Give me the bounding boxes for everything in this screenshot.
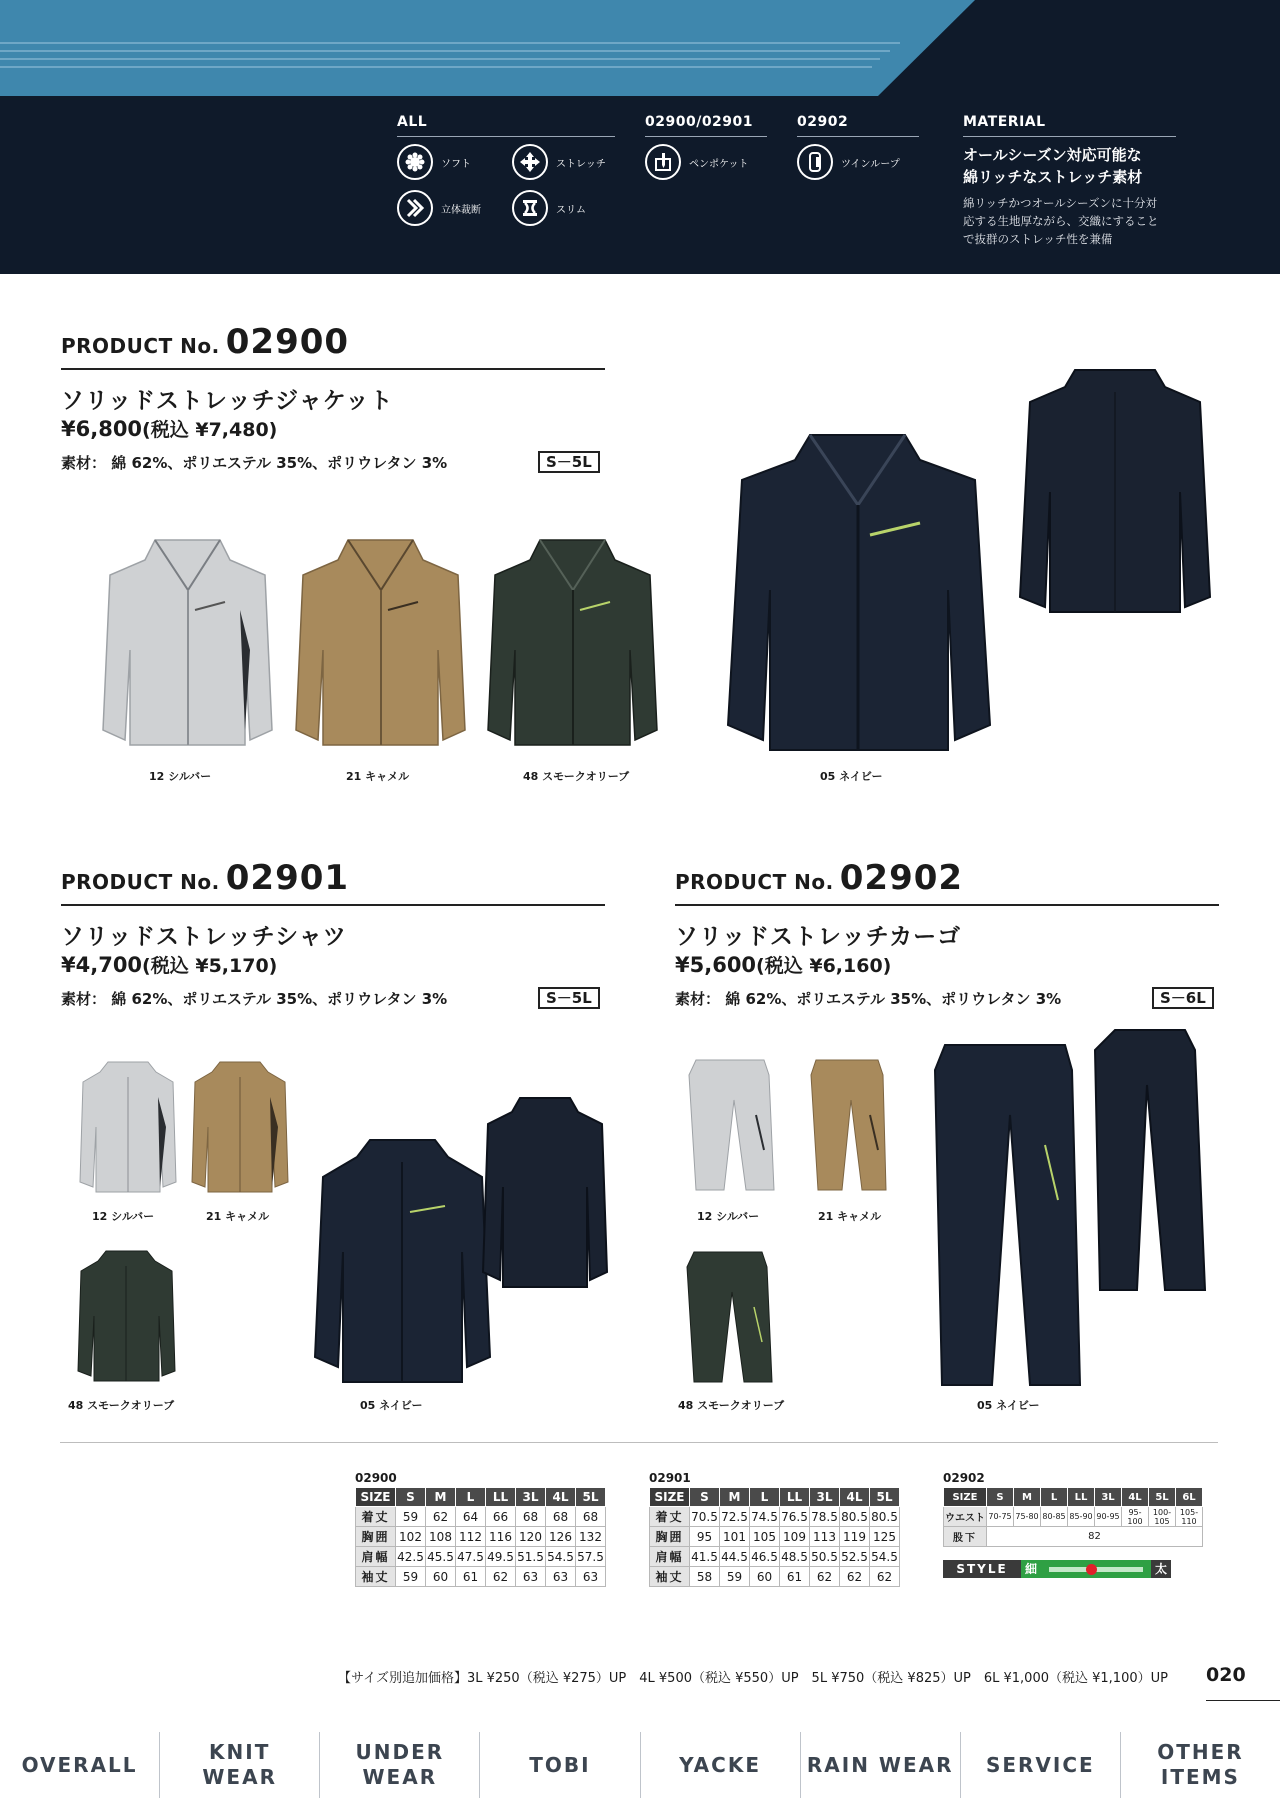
product-price-value: ¥5,600 [675, 953, 757, 977]
size-header-cell: M [720, 1488, 750, 1507]
material-description [963, 194, 1188, 248]
size-cell: 51.5 [516, 1547, 546, 1567]
size-header-cell: L [456, 1488, 486, 1507]
size-header-cell: S [690, 1488, 720, 1507]
size-cell: 41.5 [690, 1547, 720, 1567]
color-caption-olive: 48 スモークオリーブ [68, 1399, 175, 1412]
product-number-value: 02902 [839, 858, 964, 898]
size-cell: 52.5 [840, 1547, 870, 1567]
feature-3d-cut-label: 立体裁断 [441, 204, 481, 216]
material-description-line2: 応する生地厚ながら、交織にすること [963, 214, 1159, 228]
product-price [61, 951, 277, 978]
size-table-title: 02900 [355, 1471, 397, 1485]
size-cell: 78.5 [810, 1507, 840, 1527]
size-table-02902 [943, 1471, 1203, 1547]
size-cell: 132 [576, 1527, 606, 1547]
color-caption-silver: 12 シルバー [92, 1210, 155, 1223]
size-cell: 108 [426, 1527, 456, 1547]
color-caption-camel: 21 キャメル [206, 1210, 270, 1223]
size-table-title: 02902 [943, 1471, 985, 1485]
color-caption-silver: 12 シルバー [697, 1210, 760, 1223]
size-header-cell: L [750, 1488, 780, 1507]
cargo-olive-image [682, 1247, 777, 1387]
size-header-cell: 5L [870, 1488, 900, 1507]
size-table-title: 02901 [649, 1471, 691, 1485]
size-row [650, 1527, 900, 1547]
size-header-cell: SIZE [650, 1488, 690, 1507]
shirt-olive-image [74, 1246, 179, 1386]
size-cell: 72.5 [720, 1507, 750, 1527]
cargo-silver-image [684, 1055, 779, 1195]
size-cell: 45.5 [426, 1547, 456, 1567]
feature-stretch-label: ストレッチ [556, 158, 606, 170]
size-cell: 64 [456, 1507, 486, 1527]
size-row [356, 1527, 606, 1547]
size-cell: 80-85 [1041, 1507, 1068, 1527]
twin-loop-icon [797, 144, 833, 180]
jacket-camel-image [293, 530, 468, 755]
size-cell: 42.5 [396, 1547, 426, 1567]
feature-twin-loop-label: ツインループ [841, 158, 900, 170]
section-divider [60, 1442, 1218, 1443]
shirt-navy-image [310, 1132, 495, 1387]
size-row [356, 1547, 606, 1567]
color-caption-olive: 48 スモークオリーブ [523, 770, 630, 783]
size-cell: 59 [396, 1507, 426, 1527]
color-caption-navy: 05 ネイビー [820, 770, 883, 783]
size-cell: 48.5 [780, 1547, 810, 1567]
size-cell: 75-80 [1014, 1507, 1041, 1527]
size-cell: 50.5 [810, 1547, 840, 1567]
product-number-02900 [61, 322, 349, 362]
size-cell: 54.5 [870, 1547, 900, 1567]
stretch-icon [512, 144, 548, 180]
cargo-navy-back-image [1085, 1025, 1215, 1295]
size-cell: 113 [810, 1527, 840, 1547]
feature-pen-pocket-label: ペンポケット [689, 158, 749, 170]
material-description-line1: 綿リッチかつオールシーズンに十分対 [963, 196, 1157, 210]
size-cell: 66 [486, 1507, 516, 1527]
size-header-cell: LL [486, 1488, 516, 1507]
feature-slim [512, 190, 586, 226]
jacket-olive-image [485, 530, 660, 755]
feature-3d-cut [397, 190, 481, 226]
size-cell: 62 [870, 1567, 900, 1587]
nav-item-service[interactable]: SERVICE [961, 1732, 1121, 1798]
size-cell: 68 [546, 1507, 576, 1527]
size-surcharge-note: 【サイズ別追加価格】3L ¥250（税込 ¥275）UP 4L ¥500（税込 ¥550）UP 5L ¥750（税込 ¥825）UP 6L ¥1,000（税込 ¥1,100）UP [338, 1671, 1168, 1686]
feature-soft [397, 144, 471, 180]
page-number: 020 [1206, 1664, 1246, 1686]
size-row [356, 1507, 606, 1527]
size-cell: 70.5 [690, 1507, 720, 1527]
product-price-tax: (税込 ¥7,480) [142, 419, 278, 441]
product-size-range: S－5L [538, 451, 600, 473]
size-cell: 47.5 [456, 1547, 486, 1567]
pen-pocket-icon [645, 144, 681, 180]
size-row-label: 着丈 [650, 1507, 690, 1527]
size-header-cell: 4L [1122, 1488, 1149, 1507]
size-row-label: 袖丈 [356, 1567, 396, 1587]
product-rule [61, 368, 605, 370]
size-table [649, 1487, 900, 1587]
size-cell: 126 [546, 1527, 576, 1547]
size-table-02900 [355, 1471, 606, 1587]
size-row-label: 肩幅 [650, 1547, 690, 1567]
size-cell: 49.5 [486, 1547, 516, 1567]
size-cell: 100-105 [1149, 1507, 1176, 1527]
size-header-cell: SIZE [356, 1488, 396, 1507]
color-caption-camel: 21 キャメル [346, 770, 410, 783]
size-cell: 80.5 [840, 1507, 870, 1527]
size-header-cell: 4L [840, 1488, 870, 1507]
size-cell: 90-95 [1095, 1507, 1122, 1527]
size-cell: 62 [810, 1567, 840, 1587]
style-label: STYLE [943, 1560, 1021, 1578]
product-number-value: 02901 [225, 858, 350, 898]
size-cell: 85-90 [1068, 1507, 1095, 1527]
size-cell: 70-75 [987, 1507, 1014, 1527]
product-material: 素材： 綿 62%、ポリエステル 35%、ポリウレタン 3% [675, 990, 1062, 1008]
product-number-label: PRODUCT No. [675, 870, 834, 894]
size-header-cell: L [1041, 1488, 1068, 1507]
size-cell: 68 [576, 1507, 606, 1527]
size-header-cell: S [987, 1488, 1014, 1507]
size-cell: 54.5 [546, 1547, 576, 1567]
size-cell: 101 [720, 1527, 750, 1547]
size-row-label: 袖丈 [650, 1567, 690, 1587]
size-header-cell: LL [780, 1488, 810, 1507]
header-col-02902 [797, 114, 919, 137]
product-number-02902 [675, 858, 963, 898]
size-table [943, 1487, 1203, 1547]
product-material: 素材： 綿 62%、ポリエステル 35%、ポリウレタン 3% [61, 990, 448, 1008]
product-number-label: PRODUCT No. [61, 334, 220, 358]
product-number-label: PRODUCT No. [61, 870, 220, 894]
size-header-cell: LL [1068, 1488, 1095, 1507]
size-cell: 60 [750, 1567, 780, 1587]
size-cell: 63 [516, 1567, 546, 1587]
size-cell: 119 [840, 1527, 870, 1547]
slim-icon [512, 190, 548, 226]
header-col-material [963, 114, 1176, 137]
header-col-02900-title: 02900/02901 [645, 114, 767, 137]
size-header-cell: 3L [810, 1488, 840, 1507]
material-description-line3: で抜群のストレッチ性を兼備 [963, 232, 1113, 246]
size-header-cell: S [396, 1488, 426, 1507]
size-cell: 120 [516, 1527, 546, 1547]
header-col-all [397, 114, 615, 137]
size-header-cell: 5L [576, 1488, 606, 1507]
category-nav [0, 1720, 1280, 1810]
size-cell: 61 [780, 1567, 810, 1587]
color-caption-navy: 05 ネイビー [977, 1399, 1040, 1412]
size-cell: 74.5 [750, 1507, 780, 1527]
size-cell: 46.5 [750, 1547, 780, 1567]
cargo-camel-image [806, 1055, 891, 1195]
size-header-cell: 3L [516, 1488, 546, 1507]
shirt-navy-back-image [480, 1092, 610, 1292]
product-size-range: S－6L [1152, 987, 1214, 1009]
nav-item-tobi[interactable]: TOBI [480, 1732, 640, 1798]
size-header-cell: SIZE [944, 1488, 987, 1507]
size-cell: 58 [690, 1567, 720, 1587]
size-row [650, 1507, 900, 1527]
size-cell: 109 [780, 1527, 810, 1547]
product-price [61, 415, 277, 442]
material-headline-line1: オールシーズン対応可能な [963, 146, 1142, 164]
size-row [356, 1567, 606, 1587]
product-size-range: S－5L [538, 987, 600, 1009]
product-price-tax: (税込 ¥6,160) [756, 955, 892, 977]
size-header-cell: 4L [546, 1488, 576, 1507]
size-cell: 57.5 [576, 1547, 606, 1567]
size-cell: 116 [486, 1527, 516, 1547]
nav-item-rain-wear[interactable]: RAIN WEAR [801, 1732, 961, 1798]
size-row-label: 胸囲 [650, 1527, 690, 1547]
size-header-cell: 6L [1176, 1488, 1203, 1507]
material-headline-line2: 綿リッチなストレッチ素材 [963, 168, 1143, 186]
size-cell: 59 [396, 1567, 426, 1587]
size-row-label: ウエスト [944, 1507, 987, 1527]
size-row-label: 肩幅 [356, 1547, 396, 1567]
size-cell: 112 [456, 1527, 486, 1547]
size-cell: 59 [720, 1567, 750, 1587]
size-row [650, 1547, 900, 1567]
size-cell: 44.5 [720, 1547, 750, 1567]
color-caption-silver: 12 シルバー [149, 770, 212, 783]
header-col-all-title: ALL [397, 114, 615, 137]
size-header-cell: M [1014, 1488, 1041, 1507]
stripe-decoration [0, 0, 1280, 96]
size-cell: 95-100 [1122, 1507, 1149, 1527]
material-headline [963, 144, 1183, 188]
size-cell: 95 [690, 1527, 720, 1547]
product-rule [675, 904, 1219, 906]
nav-item-other-items[interactable]: OTHER ITEMS [1157, 1740, 1244, 1789]
style-thin-label: 細 [1021, 1560, 1041, 1578]
size-cell: 80.5 [870, 1507, 900, 1527]
color-caption-navy: 05 ネイビー [360, 1399, 423, 1412]
shirt-silver-image [78, 1057, 178, 1197]
size-header-cell: 3L [1095, 1488, 1122, 1507]
product-material: 素材： 綿 62%、ポリエステル 35%、ポリウレタン 3% [61, 454, 448, 472]
feature-slim-label: スリム [556, 204, 586, 216]
size-cell: 125 [870, 1527, 900, 1547]
size-cell: 63 [546, 1567, 576, 1587]
header-col-material-title: MATERIAL [963, 114, 1176, 137]
size-header-cell: 5L [1149, 1488, 1176, 1507]
size-cell: 76.5 [780, 1507, 810, 1527]
product-price [675, 951, 891, 978]
product-number-value: 02900 [225, 322, 350, 362]
nav-item-under-wear[interactable]: UNDER WEAR [320, 1732, 480, 1798]
size-cell: 60 [426, 1567, 456, 1587]
size-cell: 82 [987, 1527, 1203, 1547]
feature-stretch [512, 144, 606, 180]
size-row-label: 胸囲 [356, 1527, 396, 1547]
size-cell: 62 [840, 1567, 870, 1587]
feature-soft-label: ソフト [441, 158, 471, 170]
shirt-camel-image [190, 1057, 290, 1197]
product-name: ソリッドストレッチシャツ [61, 924, 347, 950]
jacket-silver-image [100, 530, 275, 755]
cargo-navy-image [930, 1040, 1090, 1390]
product-name: ソリッドストレッチジャケット [61, 388, 394, 414]
size-row-label: 股下 [944, 1527, 987, 1547]
feature-pen-pocket [645, 144, 749, 180]
size-cell: 68 [516, 1507, 546, 1527]
size-cell: 63 [576, 1567, 606, 1587]
nav-item-knit-wear[interactable]: KNIT WEAR [160, 1732, 320, 1798]
feature-twin-loop [797, 144, 900, 180]
product-rule [61, 904, 605, 906]
size-row-label: 着丈 [356, 1507, 396, 1527]
size-cell: 102 [396, 1527, 426, 1547]
jacket-navy-back-image [1015, 362, 1215, 622]
jacket-navy-image [720, 420, 1000, 760]
top-stripe-band [0, 0, 1280, 96]
soft-icon [397, 144, 433, 180]
size-cell: 61 [456, 1567, 486, 1587]
page-number-rule [1206, 1700, 1280, 1701]
product-price-value: ¥4,700 [61, 953, 143, 977]
size-row [650, 1567, 900, 1587]
header-col-02902-title: 02902 [797, 114, 919, 137]
size-header-cell: M [426, 1488, 456, 1507]
nav-item-yacke[interactable]: YACKE [641, 1732, 801, 1798]
size-cell: 105-110 [1176, 1507, 1203, 1527]
style-thick-label: 太 [1151, 1560, 1171, 1578]
feature-header [0, 96, 1280, 274]
size-cell: 62 [486, 1567, 516, 1587]
style-track [1041, 1560, 1151, 1578]
product-price-value: ¥6,800 [61, 417, 143, 441]
size-cell: 105 [750, 1527, 780, 1547]
color-caption-camel: 21 キャメル [818, 1210, 882, 1223]
style-indicator [943, 1560, 1171, 1578]
product-name: ソリッドストレッチカーゴ [675, 924, 962, 950]
size-table [355, 1487, 606, 1587]
color-caption-olive: 48 スモークオリーブ [678, 1399, 785, 1412]
header-col-02900 [645, 114, 767, 137]
size-cell: 62 [426, 1507, 456, 1527]
product-number-02901 [61, 858, 349, 898]
product-price-tax: (税込 ¥5,170) [142, 955, 278, 977]
size-table-02901 [649, 1471, 900, 1587]
nav-item-overall[interactable]: OVERALL [0, 1732, 160, 1798]
3d-cut-icon [397, 190, 433, 226]
style-marker-icon [1086, 1564, 1097, 1575]
